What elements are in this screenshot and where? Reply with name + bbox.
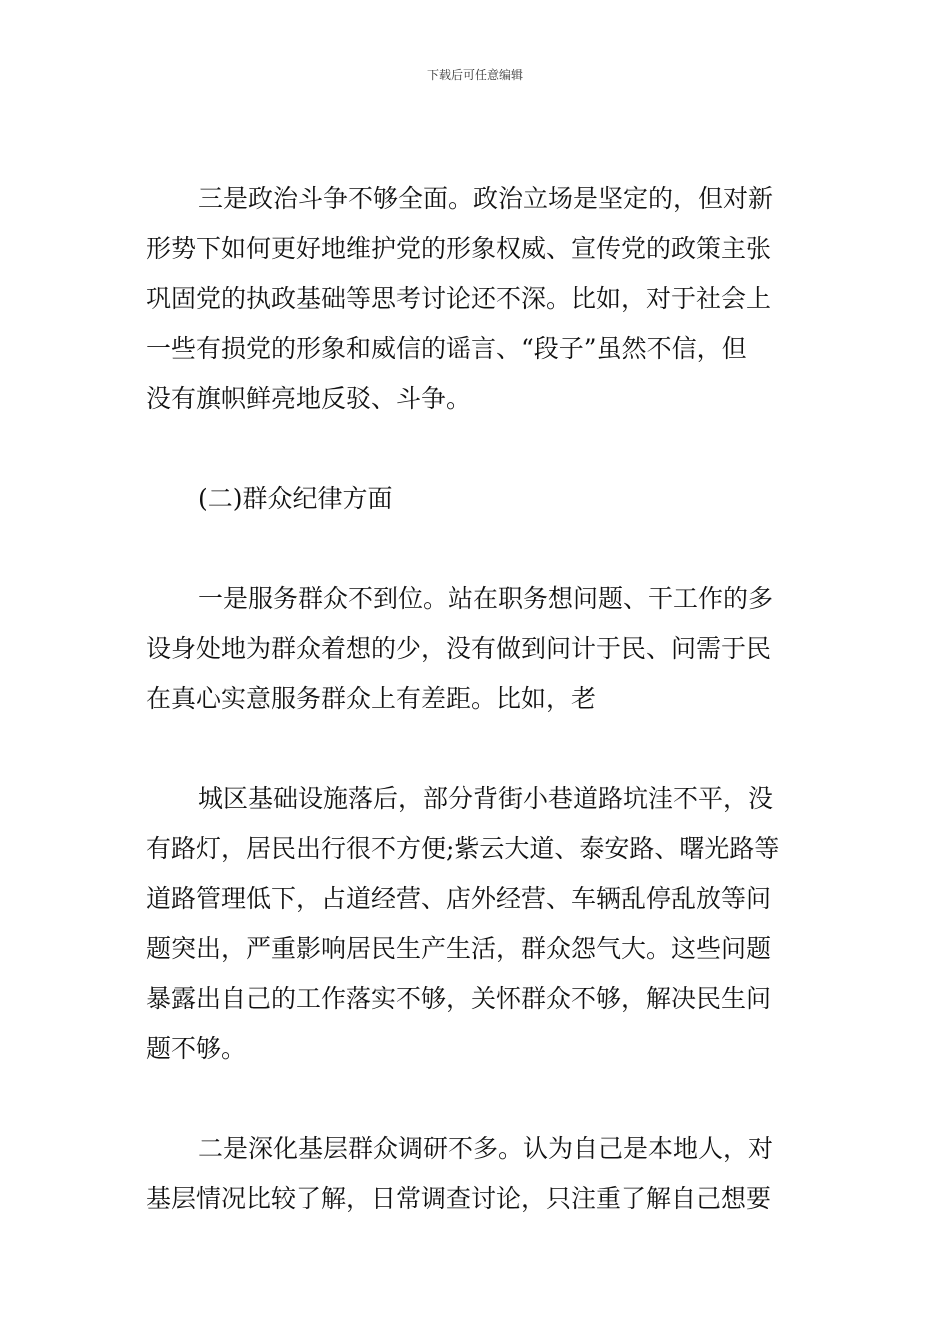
section-heading: (二)群众纪律方面 [198,484,393,513]
page-header: 下载后可任意编辑 [426,68,523,82]
paragraph-4-line-4: 题突出，严重影响居民生产生活，群众怨气大。这些问题 [146,934,772,963]
paragraph-1-line-1: 三是政治斗争不够全面。政治立场是坚定的，但对新 [198,184,774,213]
paragraph-3-line-3: 在真心实意服务群众上有差距。比如，老 [146,684,597,713]
paragraph-5-line-1: 二是深化基层群众调研不多。认为自己是本地人，对 [198,1134,774,1163]
paragraph-5-line-2: 基层情况比较了解，日常调查讨论，只注重了解自己想要 [146,1184,772,1213]
paragraph-4-line-2: 有路灯，居民出行很不方便;紫云大道、泰安路、曙光路等 [146,834,780,863]
paragraph-1-line-2: 形势下如何更好地维护党的形象权威、宣传党的政策主张 [146,234,772,263]
paragraph-3-line-1: 一是服务群众不到位。站在职务想问题、干工作的多 [198,584,774,613]
paragraph-4-line-6: 题不够。 [146,1034,247,1063]
paragraph-1-line-5: 没有旗帜鲜亮地反驳、斗争。 [146,384,472,413]
paragraph-1-line-4: 一些有损党的形象和威信的谣言、“段子”虽然不信，但 [146,334,747,363]
paragraph-3-line-2: 设身处地为群众着想的少，没有做到问计于民、问需于民 [146,634,772,663]
paragraph-4-line-3: 道路管理低下，占道经营、店外经营、车辆乱停乱放等问 [146,884,772,913]
paragraph-4-line-1: 城区基础设施落后，部分背街小巷道路坑洼不平，没 [198,784,774,813]
paragraph-1-line-3: 巩固党的执政基础等思考讨论还不深。比如，对于社会上 [146,284,772,313]
paragraph-4-line-5: 暴露出自己的工作落实不够，关怀群众不够，解决民生问 [146,984,772,1013]
